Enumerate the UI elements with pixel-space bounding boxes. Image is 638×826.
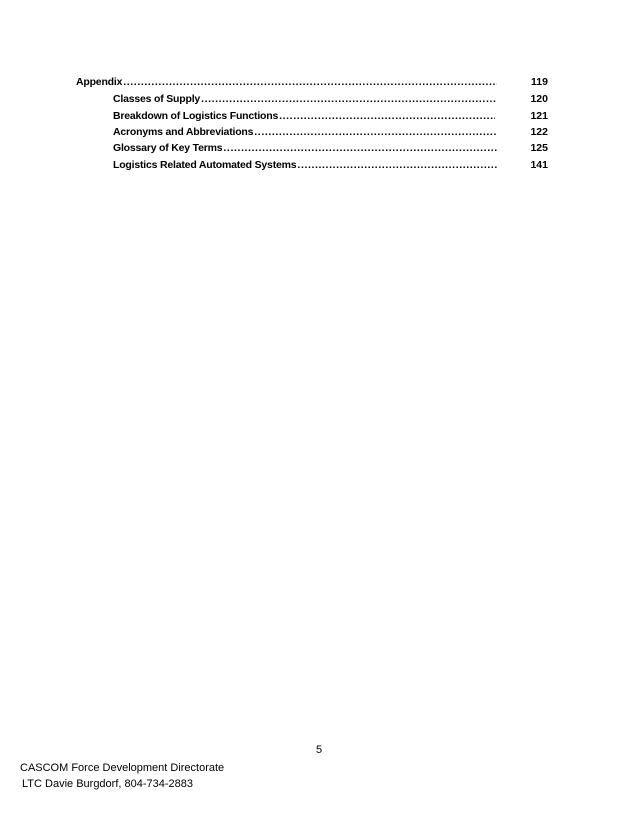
- page-number: 5: [315, 744, 323, 756]
- toc-dot-leader: [297, 157, 497, 173]
- toc-dot-leader: [279, 108, 495, 124]
- toc-entry-logistics-related-automated-systems[interactable]: [113, 157, 498, 173]
- toc-entry-title: Logistics Related Automated Systems: [113, 159, 297, 171]
- toc-entry-title: Acronyms and Abbreviations: [113, 126, 254, 138]
- toc-entry-breakdown-of-logistics-functions[interactable]: [113, 108, 496, 124]
- toc-entry-glossary-of-key-terms[interactable]: [113, 140, 498, 156]
- toc-entry-page: 141: [530, 159, 548, 171]
- footer-organization: CASCOM Force Development Directorate: [20, 762, 225, 774]
- toc-entry-page: 125: [530, 142, 548, 154]
- toc-dot-leader: [254, 124, 497, 140]
- toc-entry-page: 120: [530, 93, 548, 105]
- toc-entry-page: 121: [530, 110, 548, 122]
- toc-dot-leader: [201, 91, 497, 107]
- toc-entry-title: Appendix: [76, 76, 123, 88]
- toc-entry-acronyms-and-abbreviations[interactable]: [113, 124, 498, 140]
- toc-dot-leader: [223, 140, 497, 156]
- toc-dot-leader: [123, 74, 497, 90]
- toc-entry-page: 122: [530, 126, 548, 138]
- footer: [20, 760, 224, 792]
- toc-entry-page: 119: [531, 76, 548, 88]
- toc-entry-title: Classes of Supply: [113, 93, 201, 105]
- footer-contact: LTC Davie Burgdorf, 804-734-2883: [22, 778, 194, 790]
- toc-entry-appendix[interactable]: [76, 74, 498, 90]
- toc-entry-title: Breakdown of Logistics Functions: [113, 110, 279, 122]
- toc-entry-title: Glossary of Key Terms: [113, 142, 223, 154]
- toc-entry-classes-of-supply[interactable]: [113, 91, 498, 107]
